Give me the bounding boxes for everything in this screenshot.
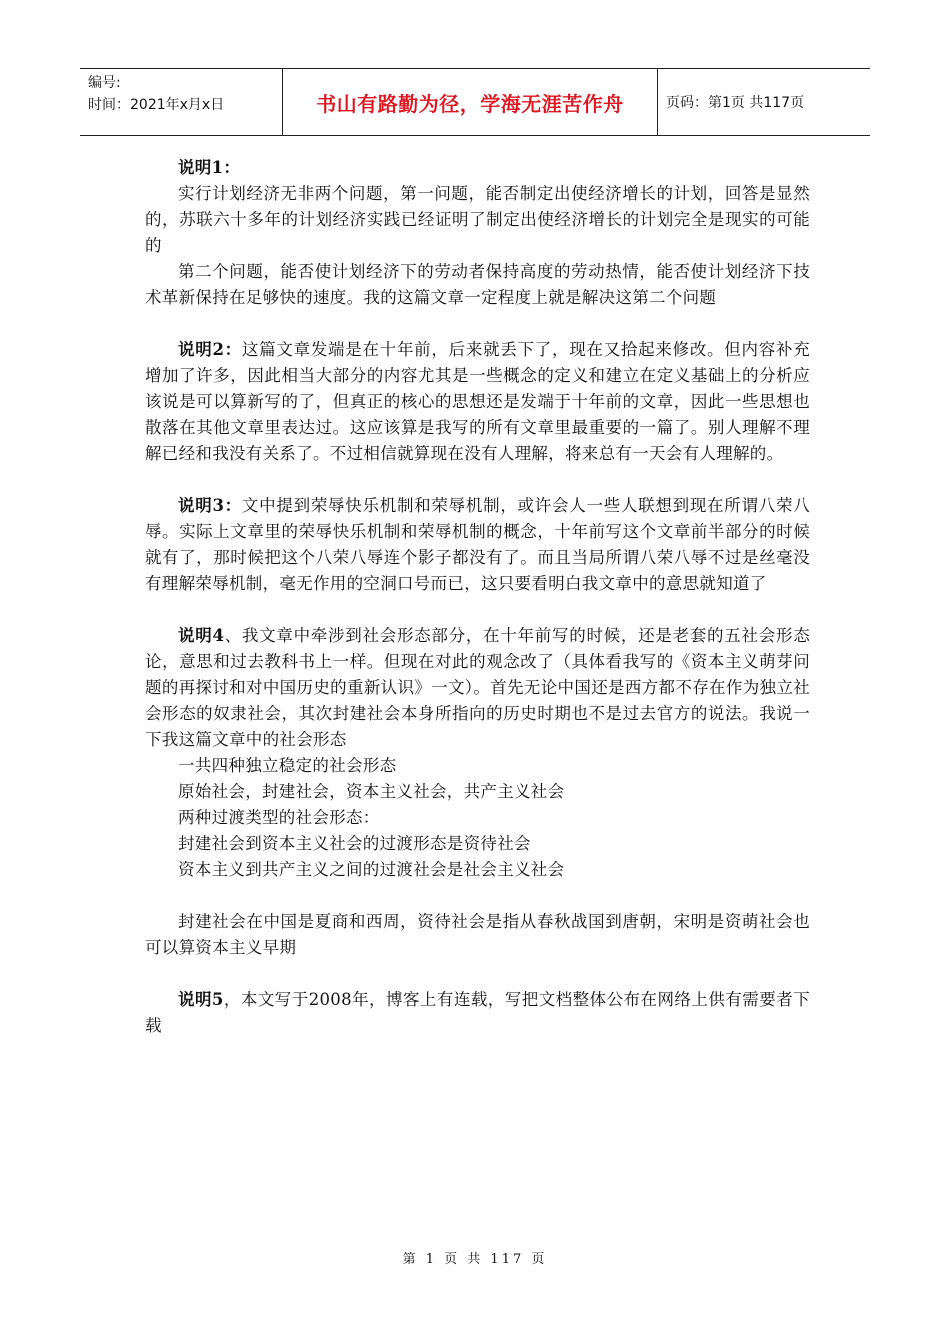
note-5-paragraph: [145, 987, 810, 1039]
document-number-label: 编号:: [88, 75, 121, 91]
note-text: 、我文章中牵涉到社会形态部分，在十年前写的时候，还是老套的五社会形态论，意思和过去教科书上一样。但现在对此的观念改了（具体看我写的《资本主义萌芽问题的再探讨和对中国历史的重新认识》一文）。首先无论中国还是西方都不存在作为独立社会形态的奴隶社会，其次封建社会本身所指向的历史时期也不是过去官方的说法。我说一下我这篇文章中的社会形态: [145, 626, 810, 749]
note-label: 说明1：: [178, 158, 241, 177]
note-text: ，本文写于2008年，博客上有连载，写把文档整体公布在网络上供有需要者下载: [145, 990, 810, 1035]
note-text: 文中提到荣辱快乐机制和荣辱机制，或许会人一些人联想到现在所谓八荣八辱。实际上文章里的荣辱快乐机制和荣辱机制的概念，十年前写这个文章前半部分的时候就有了，那时候把这个八荣八辱连个影子都没有了。而且当局所谓八荣八辱不过是丝毫没有理解荣辱机制，毫无作用的空洞口号而已，这只要看明白我文章中的意思就知道了: [145, 496, 811, 593]
header-meta: [80, 69, 282, 135]
note-label: 说明3：: [178, 496, 242, 515]
note-1-paragraph-1: 实行计划经济无非两个问题，第一问题，能否制定出使经济增长的计划，回答是显然的，苏联六十多年的计划经济实践已经证明了制定出使经济增长的计划完全是现实的可能的: [145, 184, 810, 255]
note-1-label-line: [145, 155, 810, 181]
header-page-info: 页码：第1页 共117页: [666, 95, 805, 111]
note-1-paragraph-2: 第二个问题，能否使计划经济下的劳动者保持高度的劳动热情，能否使计划经济下技术革新保持在足够快的速度。我的这篇文章一定程度上就是解决这第二个问题: [145, 262, 810, 307]
document-body: [145, 155, 810, 1039]
note-label: 说明5: [178, 990, 224, 1009]
page-header: [80, 68, 870, 136]
note-4-paragraph: [145, 623, 810, 753]
note-label: 说明4: [178, 626, 225, 645]
header-motto: 书山有路勤为径，学海无涯苦作舟: [316, 91, 624, 116]
note-label: 说明2：: [178, 340, 242, 359]
note-4-list-line: 原始社会，封建社会，资本主义社会，共产主义社会: [178, 782, 565, 801]
note-4-list-line: 一共四种独立稳定的社会形态: [178, 756, 397, 775]
note-2-paragraph: [145, 337, 810, 467]
note-4-list-line: 封建社会到资本主义社会的过渡形态是资待社会: [178, 834, 531, 853]
note-text: 这篇文章发端是在十年前，后来就丢下了，现在又拾起来修改。但内容补充增加了许多，因此相当大部分的内容尤其是一些概念的定义和建立在定义基础上的分析应该说是可以算新写的了，但真正的核心的思想还是发端于十年前的文章，因此一些思想也散落在其他文章里表达过。这应该算是我写的所有文章里最重要的一篇了。别人理解不理解已经和我没有关系了。不过相信就算现在没有人理解，将来总有一天会有人理解的。: [145, 340, 811, 463]
header-motto-cell: [282, 69, 658, 135]
note-4-list-line: 两种过渡类型的社会形态：: [178, 808, 380, 827]
document-time: 时间：2021年x月x日: [88, 97, 225, 113]
note-3-paragraph: [145, 493, 810, 597]
page-footer: 第 1 页 共 117 页: [402, 1252, 548, 1267]
note-4-list-line: 资本主义到共产主义之间的过渡社会是社会主义社会: [178, 860, 565, 879]
note-4-after-paragraph: 封建社会在中国是夏商和西周，资待社会是指从春秋战国到唐朝，宋明是资萌社会也可以算资本主义早期: [145, 912, 810, 957]
